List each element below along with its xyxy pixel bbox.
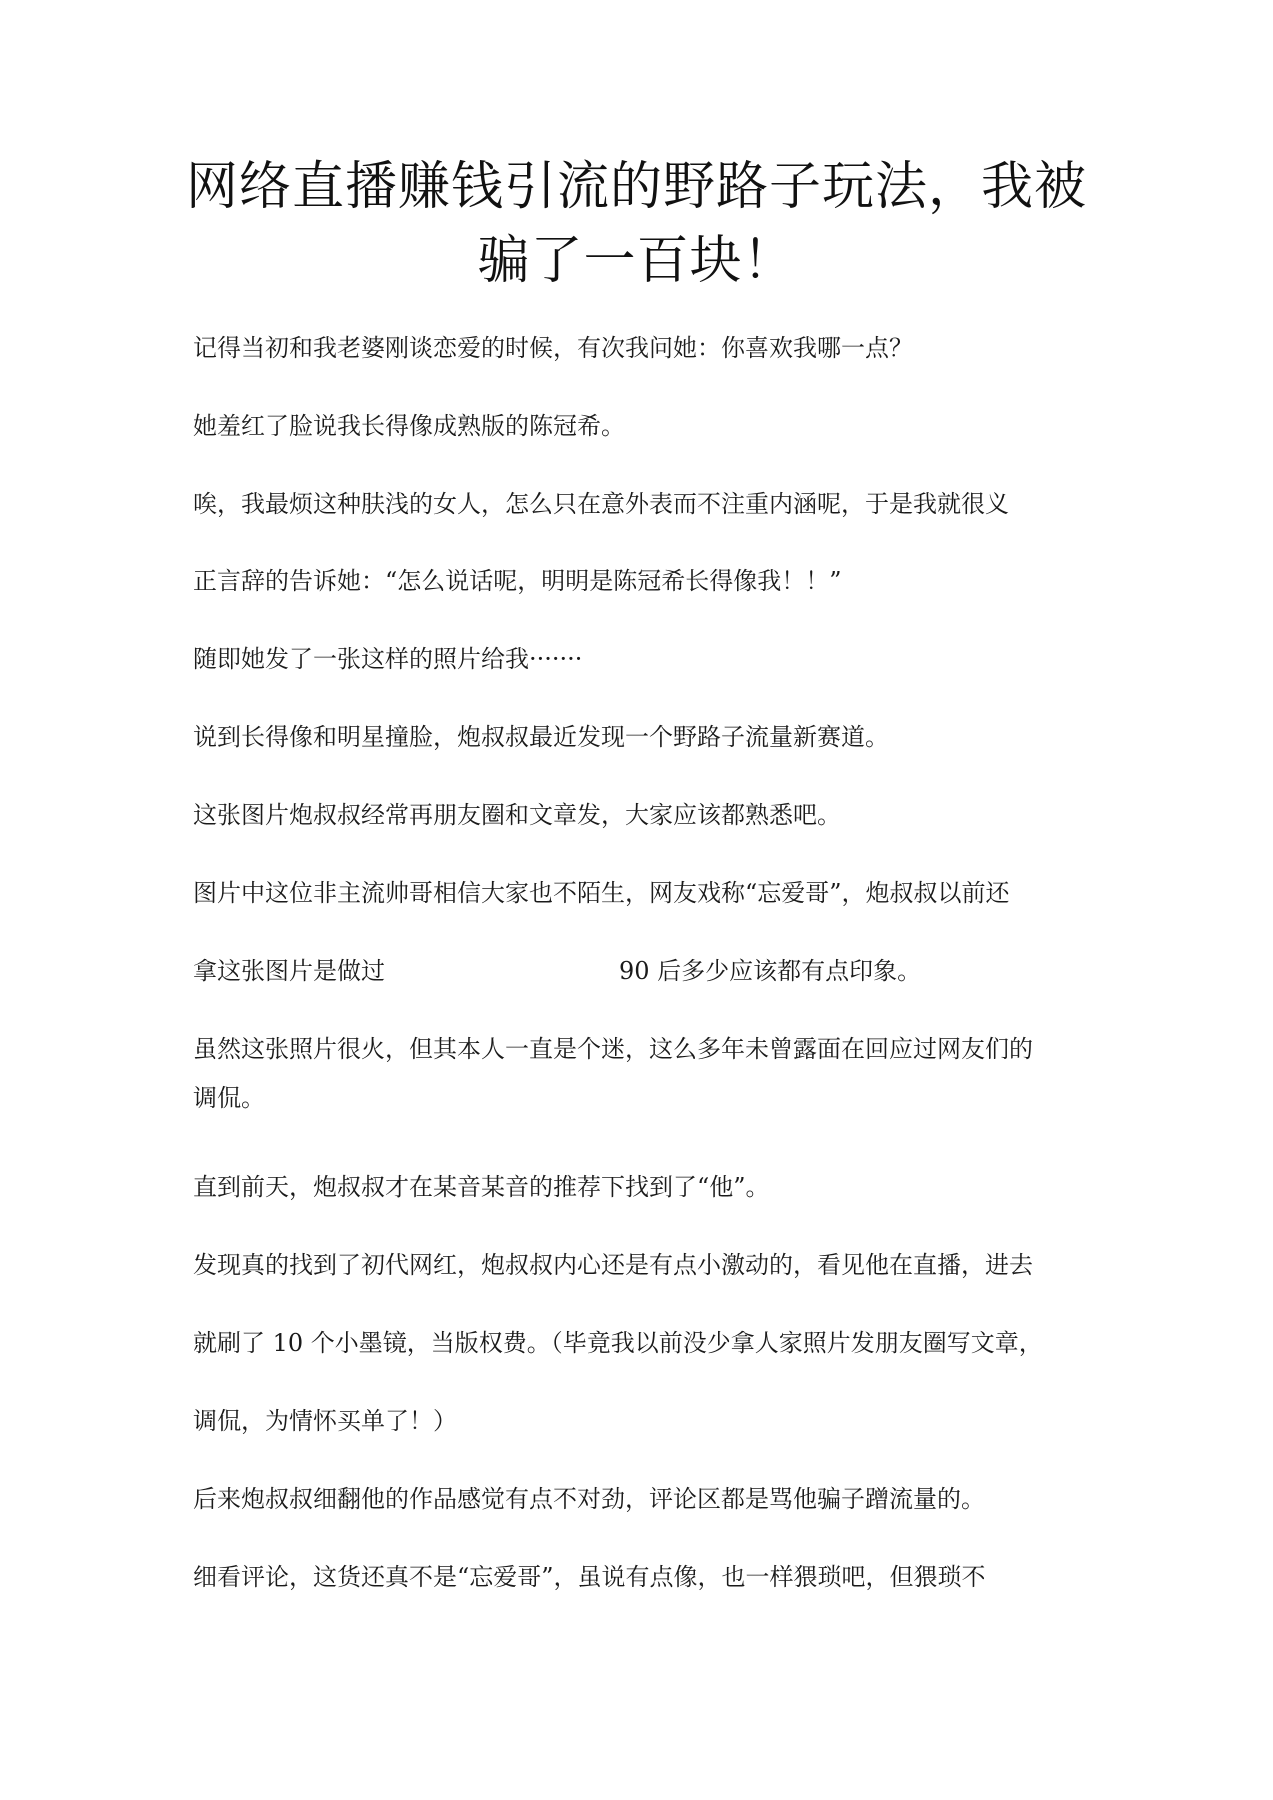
- title-line-2: 骗了一百块！: [477, 231, 796, 291]
- line-segment-left: 拿这张图片是做过: [193, 957, 385, 985]
- paragraph-line: 调侃，为情怀买单了！）: [193, 1407, 457, 1435]
- paragraph-line: 虽然这张照片很火，但其本人一直是个迷，这么多年未曾露面在回应过网友们的: [193, 1035, 1033, 1063]
- paragraph-line: 细看评论，这货还真不是“忘爱哥”，虽说有点像，也一样猥琐吧，但猥琐不: [193, 1563, 986, 1591]
- paragraph-line: 正言辞的告诉她：“怎么说话呢，明明是陈冠希长得像我！！”: [193, 567, 842, 595]
- paragraph-line: 她羞红了脸说我长得像成熟版的陈冠希。: [193, 412, 625, 440]
- paragraph-line: 随即她发了一张这样的照片给我·······: [193, 645, 583, 673]
- paragraph-line: 说到长得像和明星撞脸，炮叔叔最近发现一个野路子流量新赛道。: [193, 723, 889, 751]
- title-line-1: 网络直播赚钱引流的野路子玩法，我被: [185, 157, 1087, 217]
- paragraph-line: 这张图片炮叔叔经常再朋友圈和文章发，大家应该都熟悉吧。: [193, 801, 841, 829]
- paragraph-line: 图片中这位非主流帅哥相信大家也不陌生，网友戏称“忘爱哥”，炮叔叔以前还: [193, 879, 1010, 907]
- paragraph-line-split: [193, 956, 993, 986]
- paragraph-line: 唉，我最烦这种肤浅的女人，怎么只在意外表而不注重内涵呢，于是我就很义: [193, 490, 1009, 518]
- paragraph-line: 发现真的找到了初代网红，炮叔叔内心还是有点小激动的，看见他在直播，进去: [193, 1251, 1033, 1279]
- paragraph-line: 直到前天，炮叔叔才在某音某音的推荐下找到了“他”。: [193, 1173, 770, 1201]
- paragraph-line: 就刷了 10 个小墨镜，当版权费。（毕竟我以前没少拿人家照片发朋友圈写文章，: [193, 1329, 1043, 1357]
- document-title: [150, 150, 1123, 298]
- paragraph-line: 调侃。: [193, 1084, 265, 1112]
- line-segment-right: 90 后多少应该都有点印象。: [619, 957, 922, 985]
- paragraph-line: 后来炮叔叔细翻他的作品感觉有点不对劲，评论区都是骂他骗子蹭流量的。: [193, 1485, 985, 1513]
- paragraph-line: 记得当初和我老婆刚谈恋爱的时候，有次我问她：你喜欢我哪一点？: [193, 334, 913, 362]
